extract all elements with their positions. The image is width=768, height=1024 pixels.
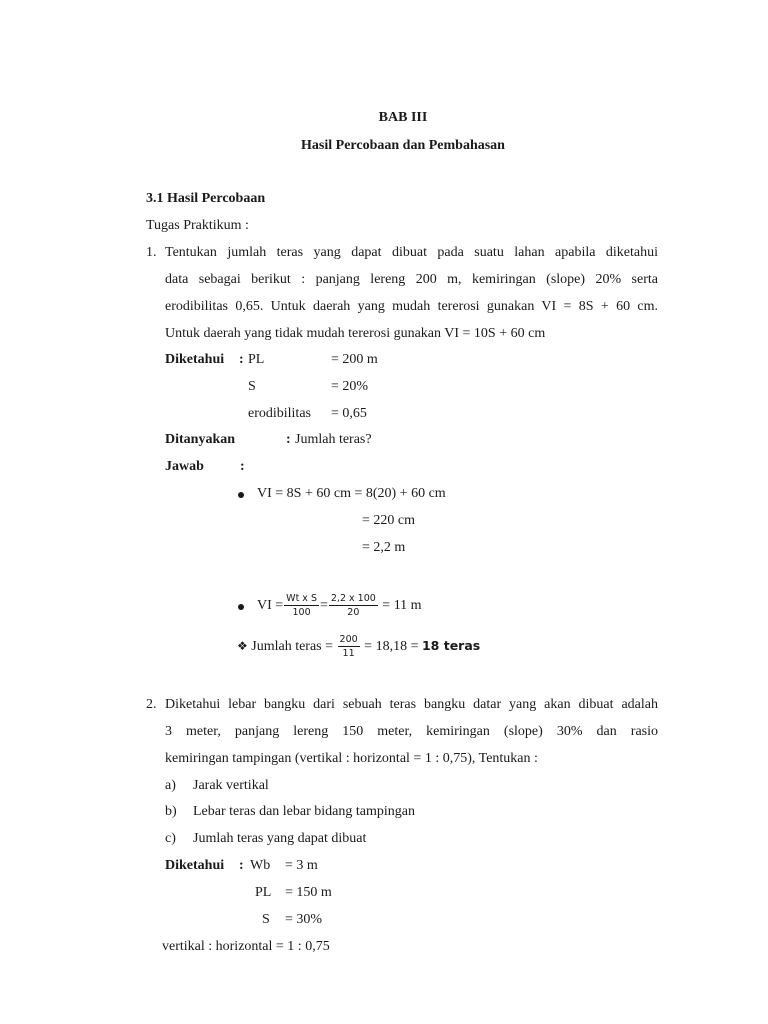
q2-known-name-s: S	[262, 912, 270, 927]
chapter-subtitle: Hasil Percobaan dan Pembahasan	[301, 138, 505, 153]
q2-item-b-text: Lebar teras dan lebar bidang tampingan	[193, 804, 415, 819]
bullet-icon	[238, 492, 244, 498]
fraction-denominator: 20	[347, 607, 360, 619]
fraction-denominator: 100	[292, 607, 311, 619]
q1-step2-result: = 11 m	[382, 598, 422, 613]
q2-item-b-marker: b)	[165, 804, 177, 819]
section-title: 3.1 Hasil Percobaan	[146, 191, 266, 206]
q2-known-value-s: = 30%	[285, 912, 323, 927]
q1-answer-label: Jawab	[165, 459, 204, 474]
q1-known-label: Diketahui	[165, 352, 225, 367]
q1-step2-fraction-1	[284, 593, 319, 618]
q1-step3-equals: = 18,18 =	[364, 639, 419, 654]
q1-step1-line3: = 2,2 m	[362, 540, 406, 555]
q1-line-4: Untuk daerah yang tidak mudah tererosi gunakan VI = 10S + 60 cm	[165, 326, 546, 341]
q2-item-c-marker: c)	[165, 831, 176, 846]
q1-known-name-s: S	[248, 379, 256, 394]
fraction-numerator: 2,2 x 100	[330, 593, 376, 605]
q2-item-a-marker: a)	[165, 778, 176, 793]
q2-known-value-wb: = 3 m	[285, 858, 318, 873]
q1-step2-equals: =	[319, 598, 328, 613]
q1-line-2: data sebagai berikut : panjang lereng 200 m, kemiringan (slope) 20% serta	[165, 272, 658, 287]
q1-asked-text: Jumlah teras?	[295, 432, 372, 447]
q1-number: 1.	[146, 245, 157, 260]
fraction-numerator: Wt x S	[286, 593, 317, 605]
diamond-bullet-icon: ❖	[237, 639, 248, 653]
q2-line-1: Diketahui lebar bangku dari sebuah teras bangku datar yang akan dibuat adalah	[165, 697, 658, 712]
q1-step3	[237, 632, 480, 661]
q2-known-name-wb: Wb	[250, 858, 271, 873]
q2-line-2: 3 meter, panjang lereng 150 meter, kemiringan (slope) 30% dan rasio	[165, 724, 658, 739]
q1-step2-prefix: VI =	[257, 598, 284, 613]
q1-line-1: Tentukan jumlah teras yang dapat dibuat pada suatu lahan apabila diketahui	[165, 245, 658, 260]
q1-step2	[257, 592, 422, 620]
q1-known-value-erodibilitas: = 0,65	[331, 406, 367, 421]
q1-known-name-pl: PL	[248, 352, 265, 367]
q1-known-value-s: = 20%	[331, 379, 369, 394]
q2-line-3: kemiringan tampingan (vertikal : horizontal = 1 : 0,75), Tentukan :	[165, 751, 538, 766]
q2-known-value-pl: = 150 m	[285, 885, 332, 900]
q2-item-c-text: Jumlah teras yang dapat dibuat	[193, 831, 367, 846]
q1-asked-label: Ditanyakan	[165, 432, 236, 447]
fraction-denominator: 11	[342, 648, 355, 660]
task-label: Tugas Praktikum :	[146, 218, 249, 233]
q1-step3-result: 18 teras	[421, 638, 481, 653]
q1-step1-line1: VI = 8S + 60 cm = 8(20) + 60 cm	[257, 486, 446, 501]
q1-asked-colon: :	[286, 432, 291, 447]
q2-number: 2.	[146, 697, 157, 712]
q1-step3-prefix: Jumlah teras =	[251, 639, 334, 654]
q1-step2-fraction-2	[329, 593, 378, 618]
q1-known-value-pl: = 200 m	[331, 352, 378, 367]
q2-known-name-pl: PL	[255, 885, 272, 900]
fraction-numerator: 200	[339, 634, 358, 646]
q1-line-3: erodibilitas 0,65. Untuk daerah yang mudah tererosi gunakan VI = 8S + 60 cm.	[165, 299, 658, 314]
q2-known-label: Diketahui	[165, 858, 225, 873]
q1-answer-colon: :	[240, 459, 245, 474]
q1-known-name-erodibilitas: erodibilitas	[248, 406, 311, 421]
q2-item-a-text: Jarak vertikal	[193, 778, 269, 793]
q1-step1-line2: = 220 cm	[362, 513, 415, 528]
q1-step3-fraction	[338, 634, 360, 659]
q2-ratio: vertikal : horizontal = 1 : 0,75	[162, 939, 330, 954]
bullet-icon	[238, 604, 244, 610]
q2-known-colon: :	[239, 858, 244, 873]
q1-known-colon: :	[239, 352, 244, 367]
chapter-title: BAB III	[378, 110, 428, 125]
